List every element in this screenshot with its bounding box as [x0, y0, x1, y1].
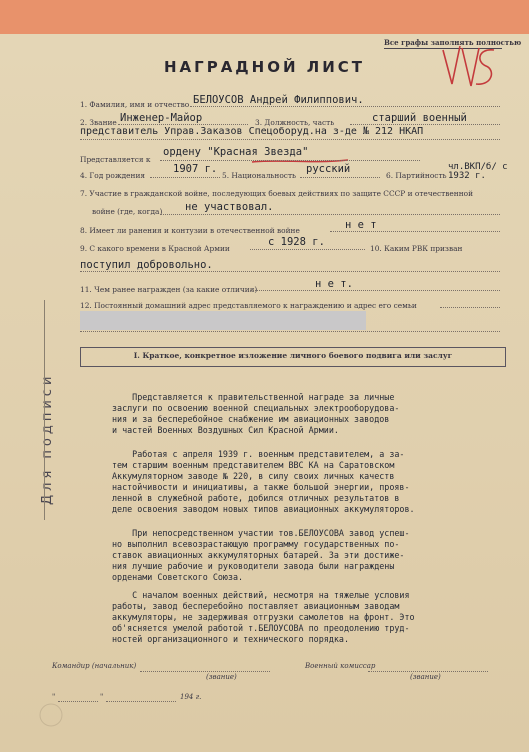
nominated-award: ордену "Красная Звезда" — [163, 146, 309, 158]
field-4-value: 1907 г. — [173, 163, 218, 175]
commander-label: Командир (начальник) — [52, 662, 137, 670]
field-11-value: н е т. — [315, 278, 353, 290]
field-5-value: русский — [306, 163, 351, 175]
body-line: орденами Советского Союза. — [112, 572, 244, 582]
body-line: Представляется к правительственной награде за личные — [112, 392, 395, 402]
field-5-label: 5. Национальность — [222, 171, 297, 180]
body-line: работы, завод бесперебойно поставляет авиационным заводам — [112, 601, 400, 611]
body-line: об'ясняется умелой работой т.БЕЛОУСОВА по преодолению труд- — [112, 623, 410, 633]
field-6-value: чл.ВКП/б/ с 1932 г. — [448, 162, 508, 181]
field-1-label: 1. Фамилия, имя и отчество — [80, 100, 190, 109]
field-9-value: с 1928 г. — [268, 236, 325, 248]
field-2-label: 2. Звание — [80, 118, 117, 127]
redacted-address — [80, 311, 366, 330]
field-9-label: 9. С какого времени в Красной Армии — [80, 244, 230, 253]
fill-all-fields-note: Все графы заполнять полностью — [384, 38, 522, 47]
body-line: Аккумуляторном заводе № 220, в силу своих личных качеств — [112, 471, 395, 481]
body-line: но выполнил всевозрастающую программу государственных по- — [112, 539, 400, 549]
commissar-rank-caption: (звание) — [410, 673, 441, 681]
field-10-label: 10. Каким РВК призван — [370, 244, 463, 253]
field-3-label: 3. Должность, часть — [255, 118, 335, 127]
paper-fold-stain — [36, 700, 66, 730]
body-line: ния лучшие рабочие и руководители завода были награждены — [112, 561, 395, 571]
body-line: настойчивости и инициативы, а также большой энергии, прояв- — [112, 482, 410, 492]
body-line: ния и за бесперебойное снабжение им авиационных заводов — [112, 414, 390, 424]
body-line: деле освоения заводом новых типов авиационных аккумуляторов. — [112, 504, 415, 514]
body-line: С началом военных действий, несмотря на тяжелые условия — [112, 590, 410, 600]
field-12-label: 12. Постоянный домашний адрес представляемого к награждению и адрес его семьи — [80, 301, 417, 310]
date-close-quote: " — [100, 693, 104, 701]
nominated-label: Представляется к — [80, 155, 151, 164]
section-title: I. Краткое, конкретное изложение личного боевого подвига или заслуг — [133, 351, 453, 360]
field-1-value: БЕЛОУСОВ Андрей Филиппович. — [193, 94, 364, 106]
body-line: ленной в служебной работе, добился отличных результатов в — [112, 493, 400, 503]
top-color-band — [0, 0, 529, 34]
date-open-quote: " — [52, 693, 56, 701]
field-7-value: не участвовал. — [185, 201, 274, 213]
body-line: ставок авиационных аккумуляторных батарей. За эти достиже- — [112, 550, 405, 560]
field-10-value: поступил добровольно. — [80, 259, 213, 271]
commander-rank-caption: (звание) — [206, 673, 237, 681]
body-line: аккумуляторы, не задерживая отгрузки самолетов на фронт. Это — [112, 612, 415, 622]
field-8-label: 8. Имеет ли ранения и контузии в отечественной войне — [80, 226, 300, 235]
date-year: 194 г. — [180, 693, 202, 701]
side-label-for-signature: Для подписи — [40, 372, 55, 505]
field-3-value-line2: представитель Управ.Заказов Спецоборуд.на з-де № 212 НКАП — [80, 126, 424, 137]
body-line: При непосредственном участии тов.БЕЛОУСОВА завод успеш- — [112, 528, 410, 538]
field-11-label: 11. Чем ранее награжден (за какие отличия) — [80, 285, 258, 294]
field-7-label-line2: войне (где, когда) — [92, 207, 163, 216]
field-4-label: 4. Год рождения — [80, 171, 146, 180]
body-line: Работая с апреля 1939 г. военным представителем, а за- — [112, 449, 405, 459]
field-2-value: Инженер-Майор — [120, 112, 203, 124]
field-6-label: 6. Партийность — [386, 171, 447, 180]
field-7-label: 7. Участие в гражданской войне, последующих боевых действиях по защите СССР и отечественной — [80, 189, 474, 198]
body-line: ностей организационного и технического порядка. — [112, 634, 349, 644]
body-line: заслуги по освоению военной специальных электрооборудова- — [112, 403, 400, 413]
body-line: тем старшим военным представителем ВВС КА на Саратовском — [112, 460, 395, 470]
field-8-value: н е т — [345, 219, 377, 231]
commissar-label: Военный комиссар — [305, 662, 376, 670]
field-3-value: старший военный — [372, 112, 467, 124]
page-title: НАГРАДНОЙ ЛИСТ — [163, 58, 366, 76]
body-line: и частей Военных Воздушных Сил Красной Армии. — [112, 425, 339, 435]
